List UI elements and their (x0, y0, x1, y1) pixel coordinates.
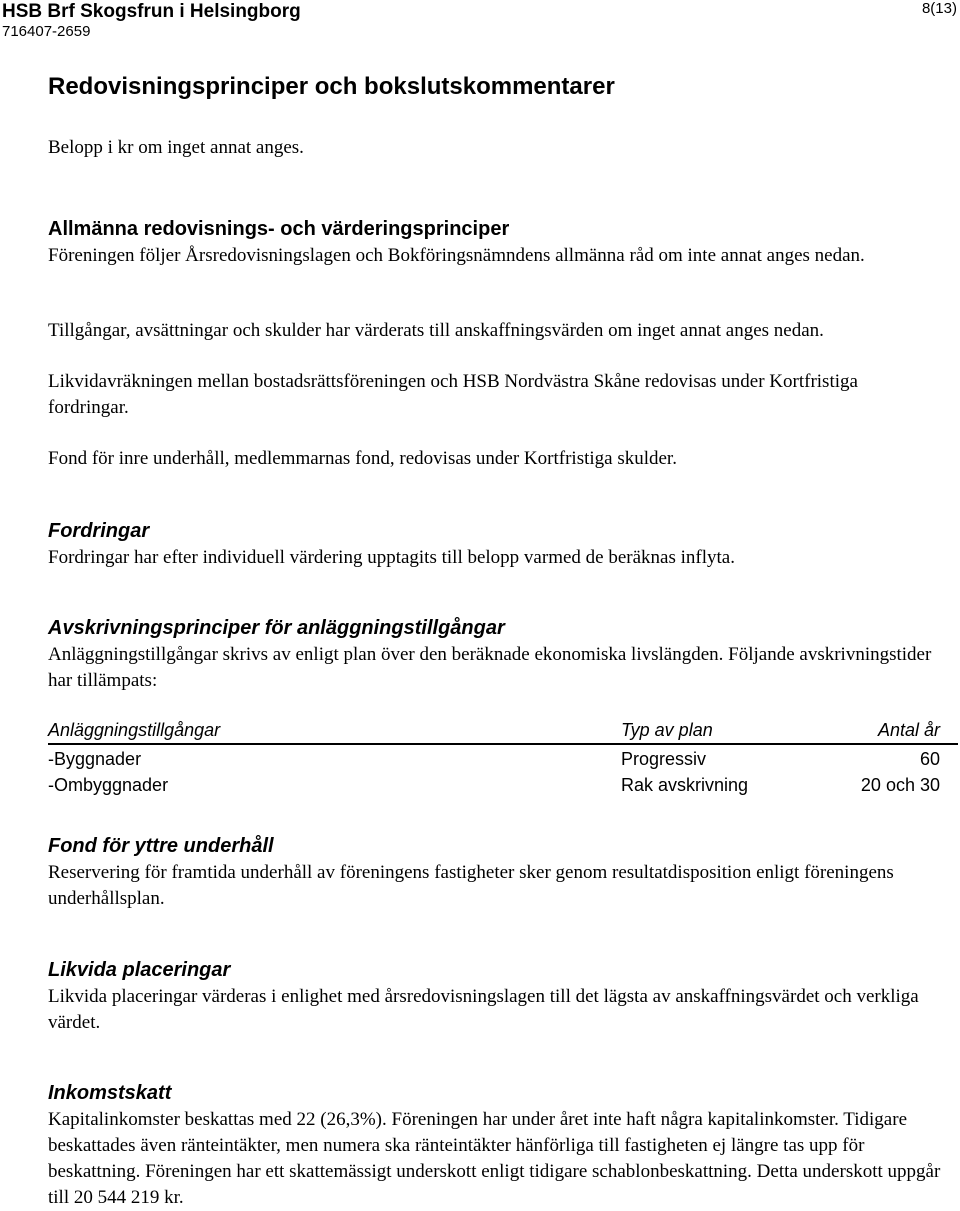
table-header-years: Antal år (877, 720, 940, 740)
internal-fund-paragraph: Fond för inre underhåll, medlemmarnas fond, redovisas under Kortfristiga skulder. (48, 448, 677, 469)
general-principles-heading: Allmänna redovisnings- och värderingsprinciper (48, 218, 510, 240)
table-cell-plan: Rak avskrivning (621, 775, 749, 795)
table-cell-asset: -Byggnader (48, 749, 142, 769)
depreciation-heading: Avskrivningsprinciper för anläggningstillgångar (48, 617, 505, 639)
table-row (48, 771, 958, 797)
organization-name: HSB Brf Skogsfrun i Helsingborg (2, 1, 301, 22)
receivables-paragraph: Fordringar har efter individuell värdering upptagits till belopp varmed de beräknas inflyta. (48, 547, 735, 568)
income-tax-paragraph: Kapitalinkomster beskattas med 22 (26,3%). Föreningen har under året inte haft några kapitalinkomster. Tidigare beskattades även ränteintäkter, men numera ska ränteintäkter hänförliga till fastigheten ej längre tas upp för beskattning. Föreningen har ett skattemässigt underskott enligt tidigare schablonbeskattning. Detta underskott uppgår till 20 544 219 kr. (48, 1109, 941, 1208)
page-number: 8(13) (921, 0, 957, 17)
settlement-paragraph: Likvidavräkningen mellan bostadsrättsföreningen och HSB Nordvästra Skåne redovisas under Kortfristiga fordringar. (48, 371, 858, 418)
receivables-heading: Fordringar (48, 520, 150, 542)
liquid-investments-paragraph: Likvida placeringar värderas i enlighet med årsredovisningslagen till det lägsta av anskaffningsvärdet och verkliga värdet. (48, 986, 919, 1033)
income-tax-heading: Inkomstskatt (48, 1082, 172, 1104)
table-header-asset: Anläggningstillgångar (48, 720, 221, 740)
organization-number: 716407-2659 (2, 23, 91, 40)
page-title: Redovisningsprinciper och bokslutskommentarer (48, 73, 615, 100)
maintenance-fund-heading: Fond för yttre underhåll (48, 835, 274, 857)
table-header-row (48, 716, 958, 745)
table-cell-asset: -Ombyggnader (48, 775, 169, 795)
amount-note: Belopp i kr om inget annat anges. (48, 137, 304, 158)
table-row (48, 745, 958, 771)
depreciation-table (48, 716, 958, 797)
liquid-investments-heading: Likvida placeringar (48, 959, 231, 981)
table-cell-plan: Progressiv (621, 749, 707, 769)
valuation-paragraph: Tillgångar, avsättningar och skulder har värderats till anskaffningsvärden om inget annat anges nedan. (48, 320, 824, 341)
table-header-plan: Typ av plan (621, 720, 713, 740)
depreciation-paragraph: Anläggningstillgångar skrivs av enligt plan över den beräknade ekonomiska livslängden. Följande avskrivningstider har tillämpats: (48, 644, 932, 691)
general-principles-paragraph: Föreningen följer Årsredovisningslagen och Bokföringsnämndens allmänna råd om inte annat anges nedan. (48, 245, 865, 266)
table-cell-years: 60 (919, 749, 940, 769)
table-cell-years: 20 och 30 (860, 775, 940, 795)
maintenance-fund-paragraph: Reservering för framtida underhåll av föreningens fastigheter sker genom resultatdisposition enligt föreningens underhållsplan. (48, 862, 894, 909)
